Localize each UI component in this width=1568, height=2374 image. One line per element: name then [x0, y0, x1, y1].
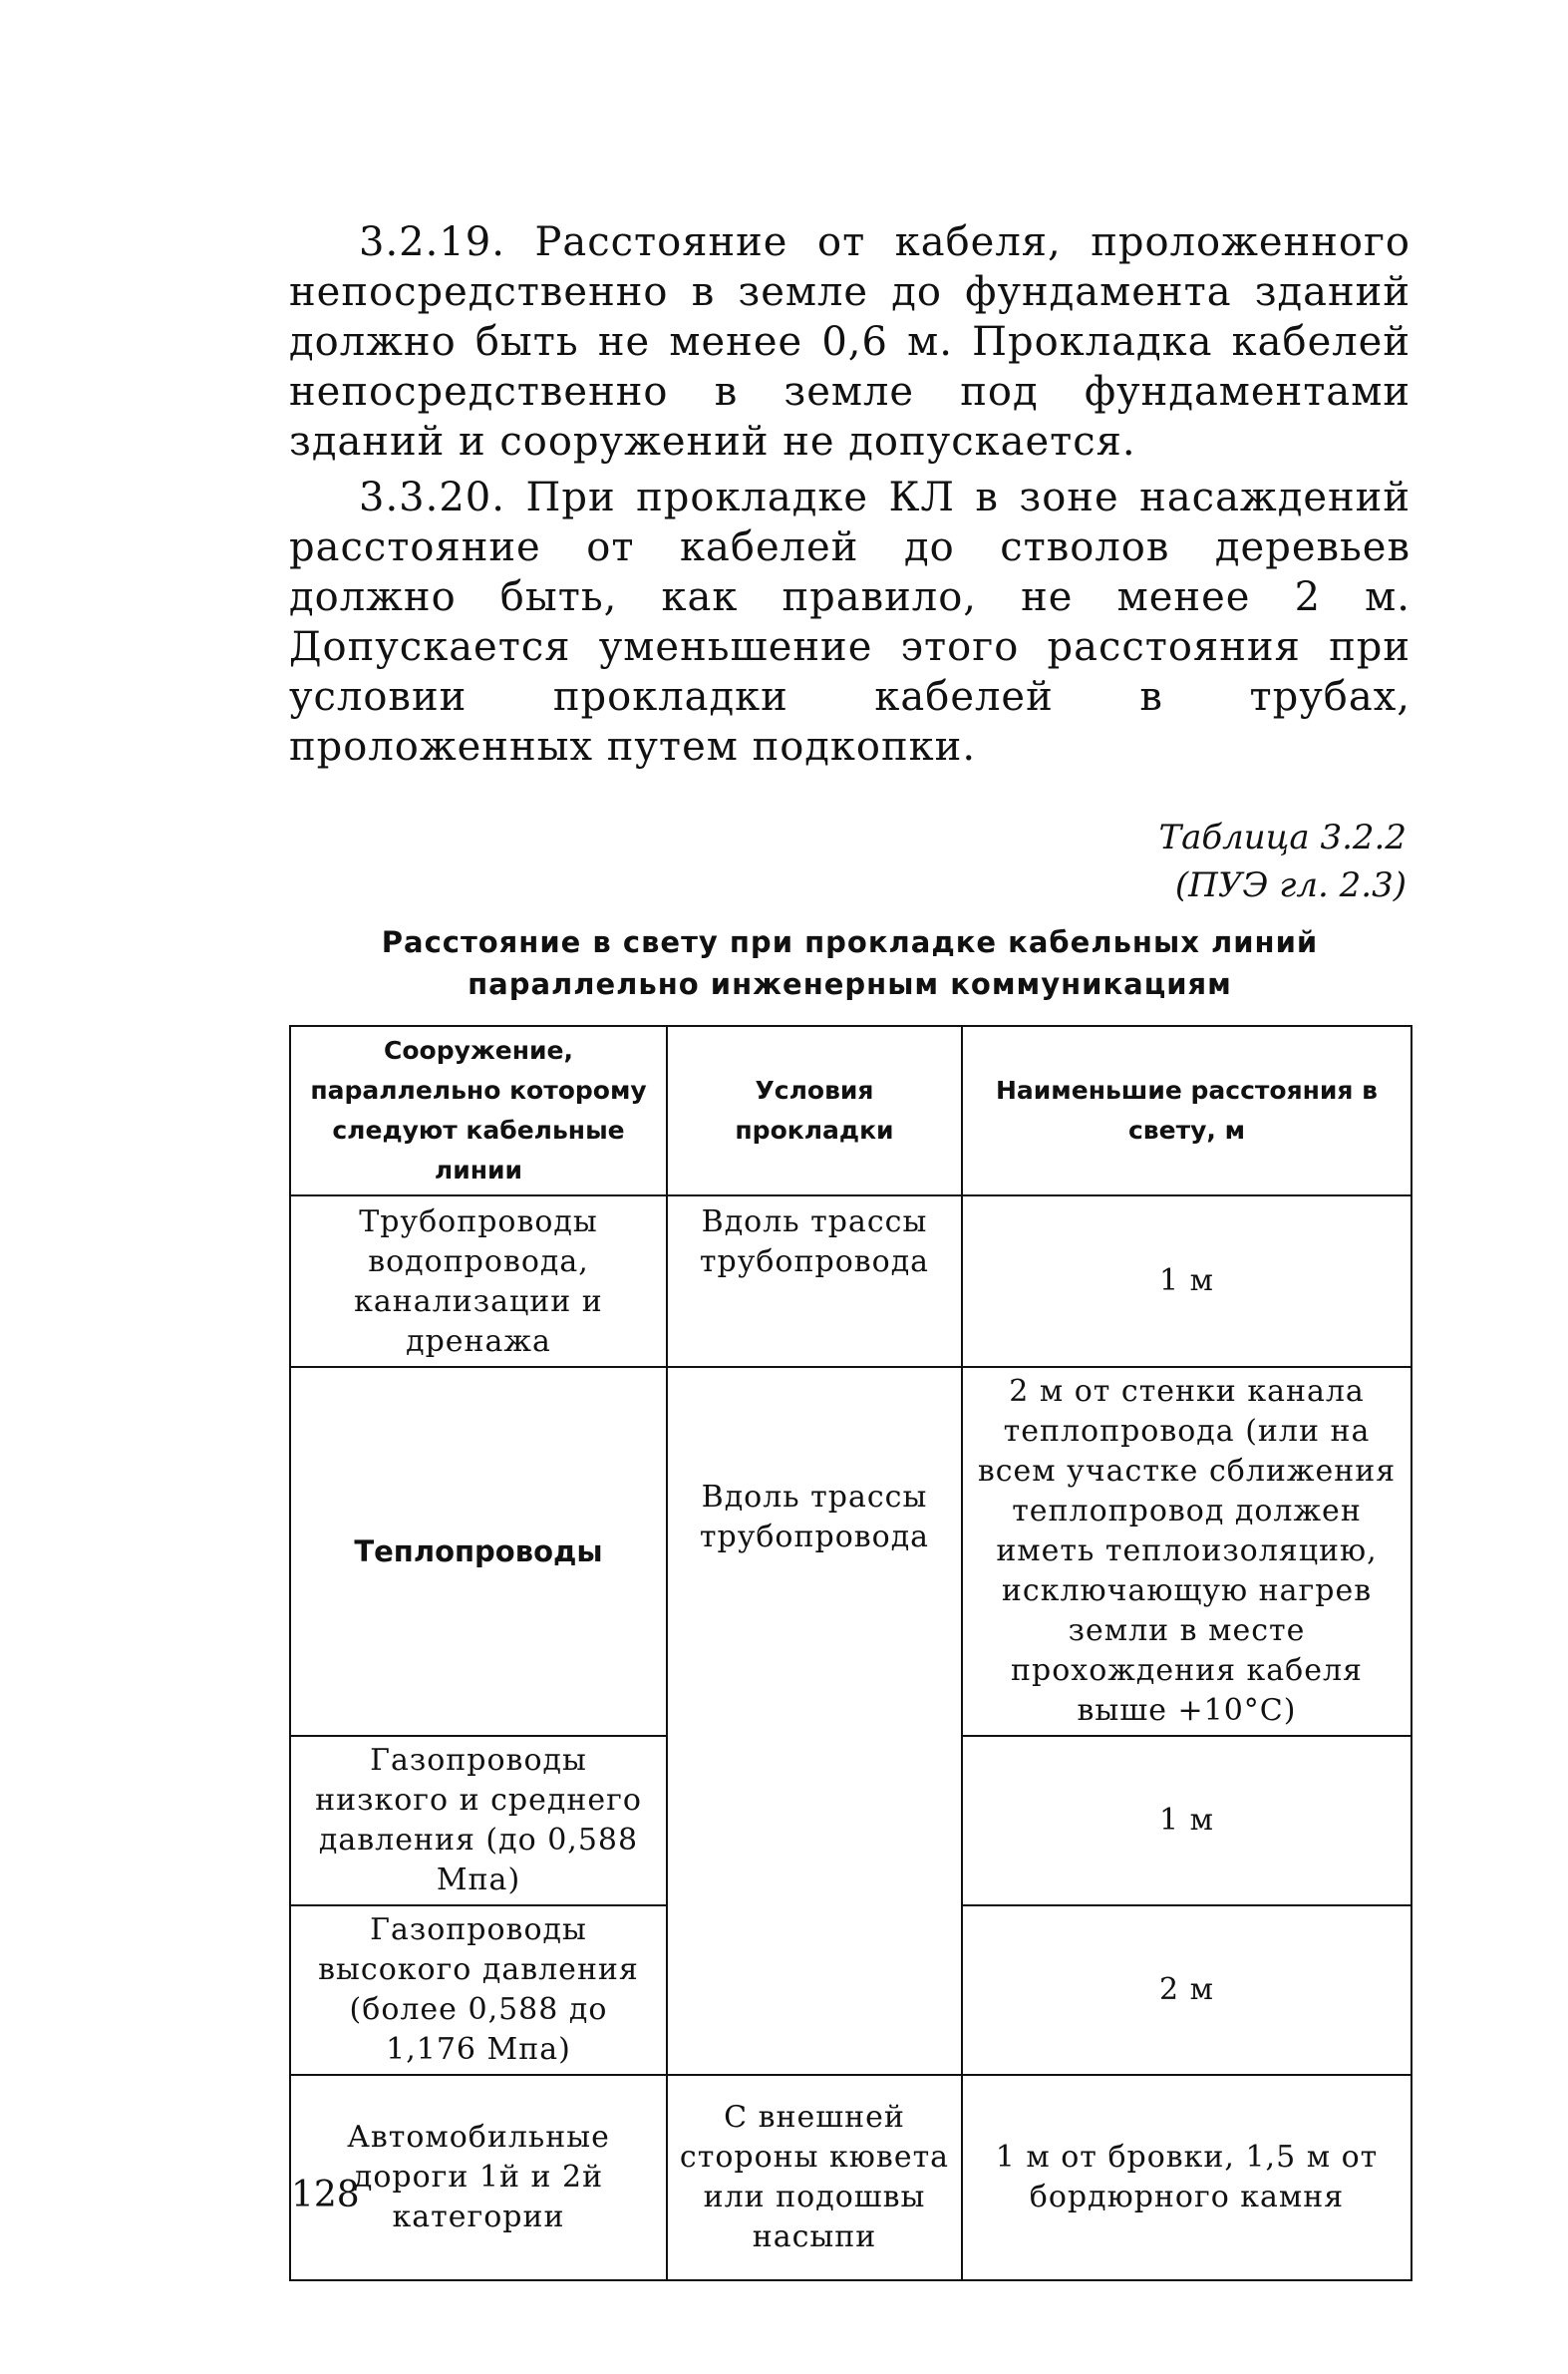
table-title — [289, 921, 1411, 1005]
page-content — [289, 217, 1411, 2281]
cell-structure: Теплопроводы — [290, 1367, 667, 1736]
page-number: 128 — [291, 2175, 360, 2215]
cell-distance: 2 м — [962, 1905, 1411, 2075]
header-structure: Сооружение, параллельно которому следуют кабельные линии — [290, 1026, 667, 1195]
cell-distance: 1 м — [962, 1195, 1411, 1367]
table-row — [290, 2075, 1411, 2280]
cell-conditions: Вдоль трассы трубопровода — [667, 1195, 962, 1367]
paragraph-3-3-20: 3.3.20. При прокладке КЛ в зоне насаждений расстояние от кабелей до стволов деревьев должно быть, как правило, не менее 2 м. Допускается уменьшение этого расстояния при условии прокладки кабелей в трубах, проложенных путем подкопки. — [289, 475, 1411, 770]
cell-structure: Трубопроводы водопровода, канализации и дренажа — [290, 1195, 667, 1367]
table-source: (ПУЭ гл. 2.3) — [1174, 865, 1407, 905]
table-row — [290, 1367, 1411, 1736]
header-distance: Наименьшие расстояния в свету, м — [962, 1026, 1411, 1195]
table-title-line-1: Расстояние в свету при прокладке кабельных линий — [381, 925, 1319, 959]
cell-distance: 1 м — [962, 1736, 1411, 1905]
cell-distance: 1 м от бровки, 1,5 м от бордюрного камня — [962, 2075, 1411, 2280]
distance-table — [289, 1025, 1412, 2281]
cell-structure: Автомобильные дороги 1й и 2й категории — [290, 2075, 667, 2280]
cell-structure: Газопроводы низкого и среднего давления (до 0,588 Мпа) — [290, 1736, 667, 1905]
table-row — [290, 1195, 1411, 1367]
paragraph-3-2-19: 3.2.19. Расстояние от кабеля, проложенного непосредственно в земле до фундамента зданий должно быть не менее 0,6 м. Прокладка кабелей непосредственно в земле под фундаментами зданий и сооружений не допускается. — [289, 219, 1411, 465]
cell-structure: Газопроводы высокого давления (более 0,588 до 1,176 Мпа) — [290, 1905, 667, 2075]
table-header-row — [290, 1026, 1411, 1195]
header-conditions: Условия прокладки — [667, 1026, 962, 1195]
cell-conditions: С внешней стороны кювета или подошвы насыпи — [667, 2075, 962, 2280]
table-title-line-2: параллельно инженерным коммуникациям — [468, 967, 1232, 1001]
cell-conditions: Вдоль трассы трубопровода — [667, 1367, 962, 2075]
cell-distance: 2 м от стенки канала теплопровода (или на всем участке сближения теплопровод должен иметь теплоизоляцию, исключающую нагрев земли в месте прохождения кабеля выше +10°С) — [962, 1367, 1411, 1736]
table-number: Таблица 3.2.2 — [1158, 818, 1407, 857]
table-caption — [289, 814, 1411, 909]
